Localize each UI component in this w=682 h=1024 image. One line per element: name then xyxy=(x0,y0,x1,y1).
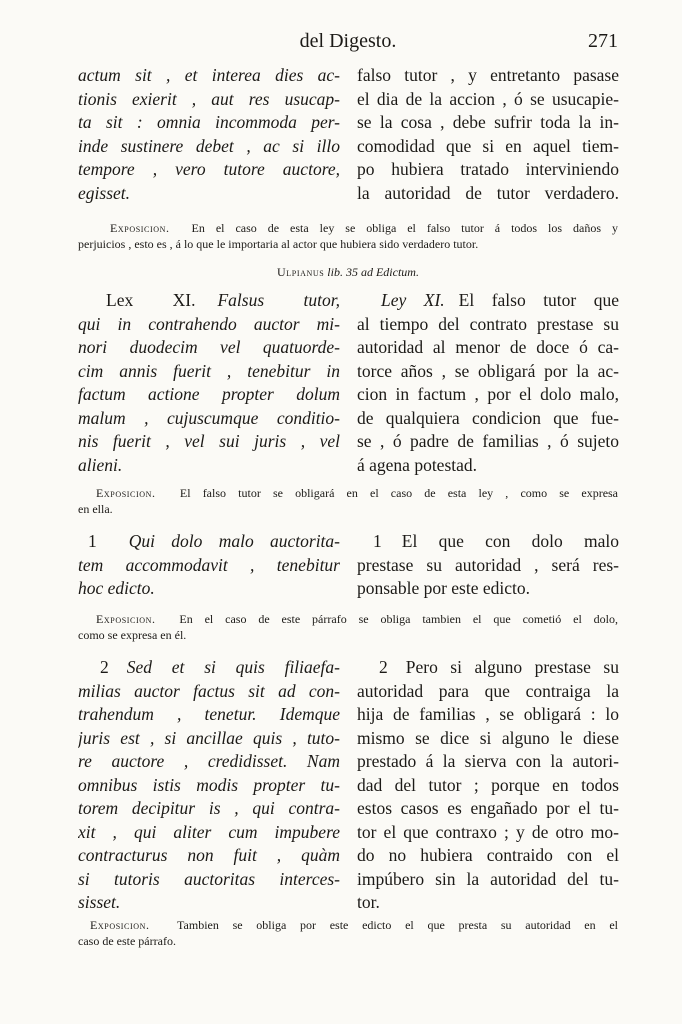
latin-line: alieni. xyxy=(78,454,123,475)
spanish-line: se , ó padre de familias , ó sujeto xyxy=(357,431,619,451)
spanish-line: á agena potestad. xyxy=(357,454,478,475)
exposicion-line: en ella. xyxy=(78,502,113,516)
latin-line: ta sit : omnia incommoda per- xyxy=(78,112,340,132)
spanish-line: tor el que contraxo ; y de otro mo- xyxy=(357,821,619,842)
source-author: Ulpianus xyxy=(277,265,325,279)
latin-line: malum , cujuscumque conditio- xyxy=(78,407,340,428)
latin-line: torem decipitur is , qui contra- xyxy=(78,798,340,818)
spanish-line: ponsable por este edicto. xyxy=(357,578,531,598)
latin-line: cim annis fuerit , tenebitur in xyxy=(78,360,340,381)
paragraph-number: 2 xyxy=(379,657,388,677)
latin-line: hoc edicto. xyxy=(78,578,155,598)
spanish-line: po hubiera tratado interviniendo xyxy=(357,159,619,179)
spanish-line: prestado á la sierva con la autori- xyxy=(357,751,619,771)
exposicion-note-3 xyxy=(78,611,618,643)
spanish-line: cion in factum , por el dolo malo, xyxy=(357,384,619,404)
spanish-line: el dia de la accion , ó se usucapie- xyxy=(357,88,619,109)
page-number: 271 xyxy=(588,30,618,52)
latin-line: milias auctor factus sit ad con- xyxy=(78,680,340,701)
law-heading-latin: Lex XI. xyxy=(106,290,196,310)
exposicion-line: Exposicion. En el caso de este párrafo se obliga tambien el que cometió el dolo, xyxy=(96,612,618,626)
latin-line: 2 Sed et si quis filiaefa- xyxy=(100,657,340,677)
spanish-line: do no hubiera contraido con el xyxy=(357,845,619,865)
latin-line: sisset. xyxy=(78,892,121,912)
spanish-line: estos casos es engañado por el tu- xyxy=(357,798,619,818)
paragraph-number: 2 xyxy=(100,657,109,677)
latin-column xyxy=(78,530,340,601)
spanish-column xyxy=(357,656,619,915)
latin-line: xit , qui aliter cum impubere xyxy=(78,821,340,842)
spanish-line: Ley XI. El falso tutor que xyxy=(381,290,619,310)
latin-line: nori duodecim vel quatuorde- xyxy=(78,337,340,357)
running-title: del Digesto. xyxy=(299,30,397,52)
latin-line: egisset. xyxy=(78,182,131,203)
exposicion-label: Exposicion. xyxy=(96,612,156,626)
spanish-line: la autoridad de tutor verdadero. xyxy=(357,182,619,203)
spanish-line: mismo se dice si alguno le diese xyxy=(357,727,619,748)
running-header xyxy=(78,30,618,56)
exposicion-line: caso de este párrafo. xyxy=(78,934,176,948)
spanish-line: comodidad que si en aquel tiem- xyxy=(357,135,619,156)
exposicion-note-2 xyxy=(78,485,618,517)
paragraph-number: 1 xyxy=(88,531,97,551)
exposicion-line: Exposicion. Tambien se obliga por este edicto el que presta su autoridad en el xyxy=(90,918,618,932)
law-heading-spanish: Ley XI. xyxy=(381,290,445,310)
spanish-line: prestase su autoridad , será res- xyxy=(357,554,619,575)
spanish-line: hija de familias , se obligará : lo xyxy=(357,704,619,724)
exposicion-line: perjuicios , esto es , á lo que le importaria al actor que hubiera sido verdadero tutor. xyxy=(78,237,479,251)
exposicion-line: Exposicion. El falso tutor se obligará en el caso de esta ley , como se expresa xyxy=(96,486,618,500)
exposicion-note-4 xyxy=(78,917,618,949)
spanish-line: dad del tutor ; porque en todos xyxy=(357,774,619,795)
latin-line: actum sit , et interea dies ac- xyxy=(78,65,340,85)
latin-line: factum actione propter dolum xyxy=(78,384,340,404)
spanish-line: falso tutor , y entretanto pasase xyxy=(357,65,619,85)
latin-line: nis fuerit , vel sui juris , vel xyxy=(78,431,340,451)
paragraph-number: 1 xyxy=(373,531,382,551)
latin-line: juris est , si ancillae quis , tuto- xyxy=(78,727,340,748)
latin-line: re auctore , credidisset. Nam xyxy=(78,751,340,771)
exposicion-label: Exposicion. xyxy=(110,221,170,235)
source-reference: lib. 35 ad Edictum. xyxy=(327,265,419,279)
exposicion-label: Exposicion. xyxy=(90,918,150,932)
latin-line: tionis exierit , aut res usucap- xyxy=(78,88,340,109)
latin-line: trahendum , tenetur. Idemque xyxy=(78,704,340,724)
latin-column xyxy=(78,64,340,205)
latin-line: 1 Qui dolo malo auctorita- xyxy=(88,531,340,551)
latin-line: tempore , vero tutore auctore, xyxy=(78,159,340,179)
spanish-column xyxy=(357,64,619,205)
latin-line: inde sustinere debet , ac si illo xyxy=(78,135,340,156)
spanish-line: impúbero sin la autoridad del tu- xyxy=(357,868,619,889)
latin-line: Lex XI. Falsus tutor, xyxy=(106,290,340,310)
spanish-line: autoridad para que contraiga la xyxy=(357,680,619,701)
latin-line: si tutoris auctoritas interces- xyxy=(78,868,340,889)
latin-column xyxy=(78,656,340,915)
exposicion-label: Exposicion. xyxy=(96,486,156,500)
latin-column xyxy=(78,289,340,477)
source-citation xyxy=(78,265,618,280)
spanish-line: se la cosa , debe sufrir toda la in- xyxy=(357,112,619,132)
exposicion-line: como se expresa en él. xyxy=(78,628,187,642)
exposicion-note-1 xyxy=(78,220,618,252)
spanish-line: tor. xyxy=(357,892,380,912)
spanish-column xyxy=(357,530,619,601)
latin-line: qui in contrahendo auctor mi- xyxy=(78,313,340,334)
exposicion-line: Exposicion. En el caso de esta ley se obliga el falso tutor á todos los daños y xyxy=(110,221,618,235)
latin-line: tem accommodavit , tenebitur xyxy=(78,554,340,575)
latin-line: contracturus non fuit , quàm xyxy=(78,845,340,865)
spanish-line: 2 Pero si alguno prestase su xyxy=(379,657,619,677)
spanish-line: de qualquiera condicion que fue- xyxy=(357,407,619,428)
spanish-column xyxy=(357,289,619,477)
spanish-line: al tiempo del contrato prestase su xyxy=(357,313,619,334)
latin-line: omnibus istis modis propter tu- xyxy=(78,774,340,795)
spanish-line: autoridad al menor de doce ó ca- xyxy=(357,337,619,357)
spanish-line: 1 El que con dolo malo xyxy=(373,531,619,551)
spanish-line: torce años , se obligará por la ac- xyxy=(357,360,619,381)
